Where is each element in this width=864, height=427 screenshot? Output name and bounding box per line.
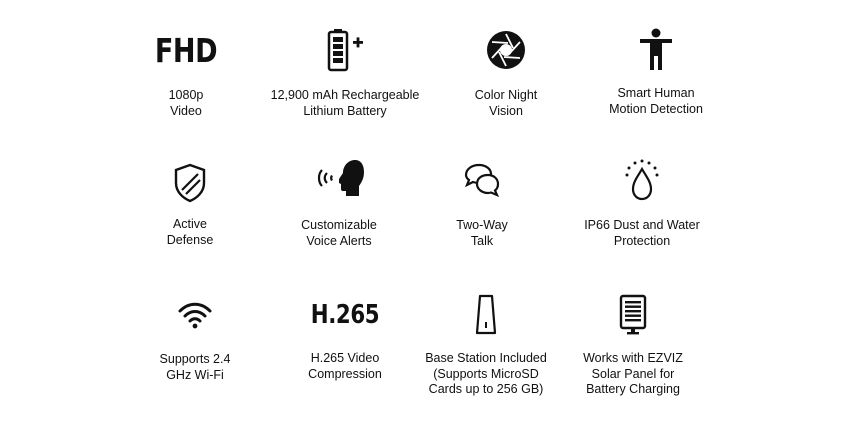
fhd-icon: FHD	[154, 30, 218, 70]
feature-label: 1080p Video	[168, 88, 204, 118]
water-drop-icon	[624, 158, 660, 202]
chat-bubbles-icon	[463, 162, 501, 198]
speaking-head-icon	[313, 159, 365, 197]
feature-label: 12,900 mAh Rechargeable Lithium Battery	[270, 88, 420, 118]
feature-label: IP66 Dust and Water Protection	[584, 218, 700, 248]
h265-icon: H.265	[310, 300, 380, 330]
feature-label: Supports 2.4 GHz Wi-Fi	[159, 352, 231, 382]
battery-icon	[325, 28, 365, 72]
feature-label: H.265 Video Compression	[308, 351, 382, 381]
feature-label: Active Defense	[166, 217, 214, 247]
person-icon	[638, 28, 674, 72]
feature-label: Smart Human Motion Detection	[609, 86, 703, 116]
solar-panel-icon	[619, 294, 647, 336]
wifi-icon	[177, 300, 213, 330]
aperture-icon	[486, 30, 526, 70]
base-station-icon	[474, 294, 498, 336]
feature-label: Color Night Vision	[474, 88, 538, 118]
feature-label: Base Station Included (Supports MicroSD Cards up to 256 GB)	[425, 351, 547, 396]
feature-label: Works with EZVIZ Solar Panel for Battery Charging	[583, 351, 683, 396]
shield-icon	[173, 163, 207, 203]
feature-label: Two-Way Talk	[456, 218, 508, 248]
feature-label: Customizable Voice Alerts	[301, 218, 377, 248]
